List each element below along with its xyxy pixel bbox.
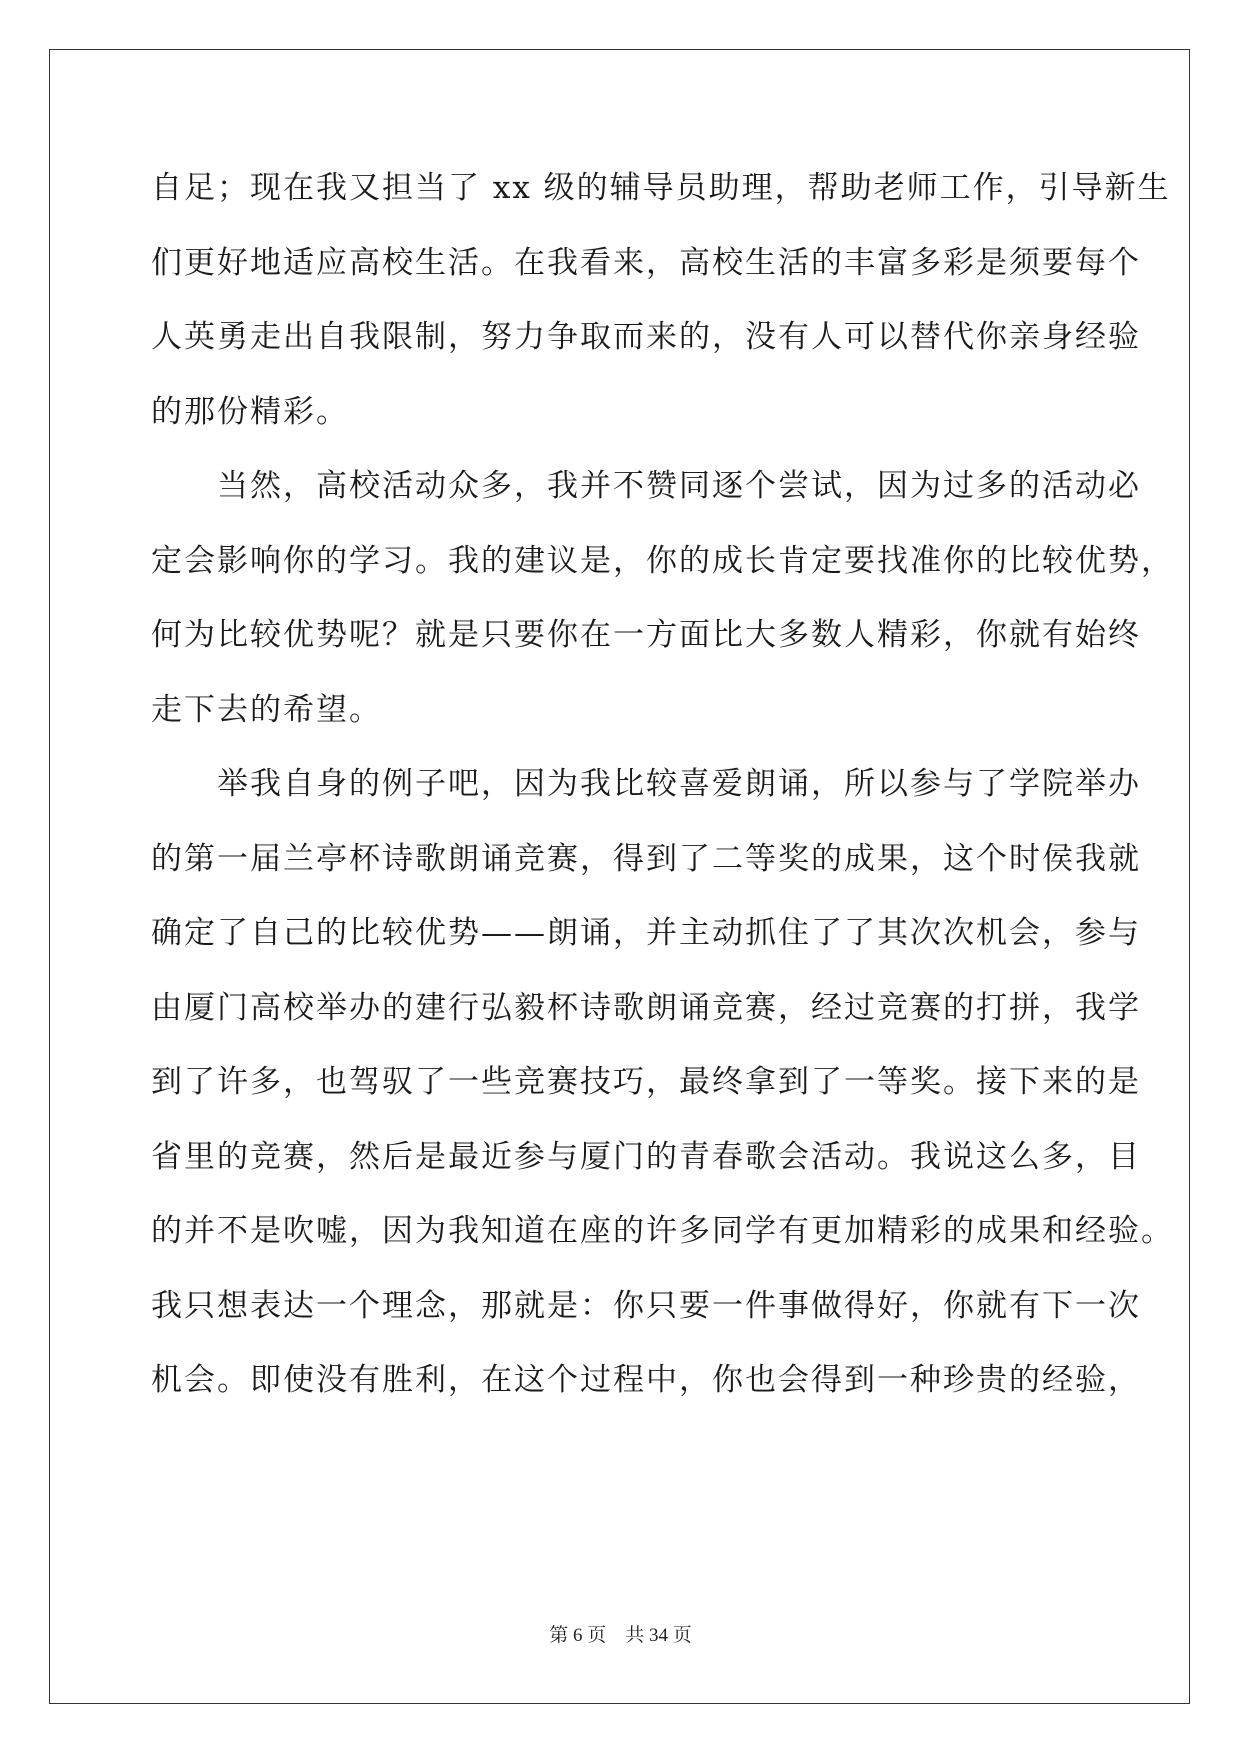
text-line: 自足；现在我又担当了 xx 级的辅导员助理，帮助老师工作，引导新生: [151, 170, 1171, 206]
text-line: 确定了自己的比较优势——朗诵，并主动抓住了了其次次机会，参与: [151, 915, 1141, 951]
text-line: 由厦门高校举办的建行弘毅杯诗歌朗诵竞赛，经过竞赛的打拼，我学: [151, 989, 1141, 1026]
text-line: 的第一届兰亭杯诗歌朗诵竞赛，得到了二等奖的成果，这个时侯我就: [151, 840, 1141, 877]
text-line: 机会。即使没有胜利，在这个过程中，你也会得到一种珍贵的经验，: [151, 1362, 1141, 1398]
text-line: 举我自身的例子吧，因为我比较喜爱朗诵，所以参与了学院举办: [151, 766, 1141, 802]
text-line: 省里的竞赛，然后是最近参与厦门的青春歌会活动。我说这么多，目: [151, 1138, 1141, 1175]
document-body: [151, 168, 1174, 1435]
text-line: 的并不是吹嘘，因为我知道在座的许多同学有更加精彩的成果和经验。: [151, 1213, 1174, 1249]
text-line: 定会影响你的学习。我的建议是，你的成长肯定要找准你的比较优势，: [151, 542, 1174, 579]
text-line: 到了许多，也驾驭了一些竞赛技巧，最终拿到了一等奖。接下来的是: [151, 1064, 1141, 1100]
text-line: 人英勇走出自我限制，努力争取而来的，没有人可以替代你亲身经验: [151, 319, 1141, 355]
text-line: 我只想表达一个理念，那就是：你只要一件事做得好，你就有下一次: [151, 1287, 1141, 1324]
text-line: 当然，高校活动众多，我并不赞同逐个尝试，因为过多的活动必: [151, 468, 1141, 504]
text-line: 何为比较优势呢？就是只要你在一方面比大多数人精彩，你就有始终: [151, 617, 1141, 653]
text-line: 走下去的希望。: [151, 691, 382, 728]
text-line: 的那份精彩。: [151, 393, 349, 430]
text-line: 们更好地适应高校生活。在我看来，高校生活的丰富多彩是须要每个: [151, 244, 1141, 281]
page-number-footer: 第 6 页 共 34 页: [549, 1625, 692, 1646]
